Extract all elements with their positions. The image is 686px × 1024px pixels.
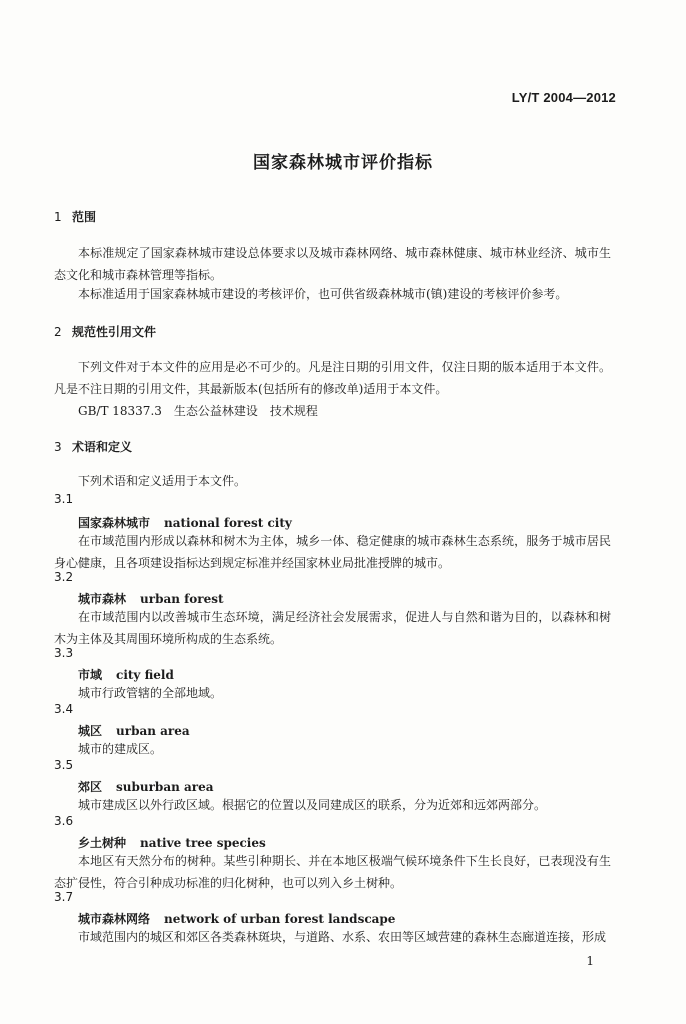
section-number: 2: [54, 325, 62, 339]
term-cn: 乡土树种: [78, 836, 127, 850]
references-paragraph: 下列文件对于本文件的应用是必不可少的。凡是注日期的引用文件，仅注日期的版本适用于本文件。凡是不注日期的引用文件，其最新版本(包括所有的修改单)适用于本文件。: [54, 360, 611, 396]
term-cn: 城市森林: [78, 592, 127, 606]
section-title: 范围: [72, 210, 97, 224]
section-number: 3: [54, 440, 62, 454]
term-number: 3.2: [54, 570, 74, 584]
term-en: urban forest: [140, 592, 224, 606]
page-title: 国家森林城市评价指标: [253, 153, 433, 173]
term-cn: 市域: [78, 668, 103, 682]
standard-code: LY/T 2004—2012: [511, 90, 616, 105]
page-number: 1: [586, 954, 594, 968]
term-number: 3.4: [54, 702, 74, 716]
term-definition: 在市域范围内形成以森林和树木为主体，城乡一体、稳定健康的城市森林生态系统，服务于城市居民身心健康，且各项建设指标达到规定标准并经国家林业局批准授牌的城市。: [54, 534, 611, 570]
term-title: [78, 666, 174, 683]
term-number: 3.1: [54, 492, 74, 506]
term-title: [78, 514, 292, 531]
terms-intro: 下列术语和定义适用于本文件。: [78, 474, 247, 488]
term-cn: 城区: [78, 724, 103, 738]
term-en: native tree species: [140, 836, 266, 850]
term-definition: 在市域范围内以改善城市生态环境，满足经济社会发展需求，促进人与自然和谐为目的，以森林和树木为主体及其周围环境所构成的生态系统。: [54, 610, 611, 646]
section-number: 1: [54, 210, 62, 224]
section-heading-scope: [54, 208, 96, 225]
term-number: 3.6: [54, 814, 74, 828]
term-cn: 城市森林网络: [78, 912, 151, 926]
section-title: 规范性引用文件: [72, 325, 157, 339]
term-number: 3.5: [54, 758, 74, 772]
term-title: [78, 590, 224, 607]
section-heading-terms: [54, 438, 132, 455]
section-title: 术语和定义: [72, 440, 133, 454]
term-title: [78, 834, 266, 851]
scope-paragraph-2: 本标准适用于国家森林城市建设的考核评价，也可供省级森林城市(镇)建设的考核评价参考。: [78, 287, 568, 301]
term-en: city field: [116, 668, 174, 682]
term-number: 3.7: [54, 890, 74, 904]
term-definition: 城市的建成区。: [78, 742, 163, 756]
term-definition: 城市行政管辖的全部地域。: [78, 686, 223, 700]
term-title: [78, 778, 214, 795]
term-en: national forest city: [164, 516, 292, 530]
term-definition: 市域范围内的城区和郊区各类森林斑块，与道路、水系、农田等区域营建的森林生态廊道连接，形成: [78, 930, 607, 944]
term-cn: 郊区: [78, 780, 103, 794]
term-definition: 城市建成区以外行政区域。根据它的位置以及同建成区的联系，分为近郊和远郊两部分。: [78, 798, 547, 812]
term-title: [78, 722, 190, 739]
term-en: network of urban forest landscape: [164, 912, 396, 926]
section-heading-references: [54, 323, 156, 340]
term-en: urban area: [116, 724, 190, 738]
reference-item: GB/T 18337.3 生态公益林建设 技术规程: [78, 404, 318, 418]
term-title: [78, 910, 395, 927]
term-cn: 国家森林城市: [78, 516, 151, 530]
scope-paragraph-1: 本标准规定了国家森林城市建设总体要求以及城市森林网络、城市森林健康、城市林业经济、城市生态文化和城市森林管理等指标。: [54, 246, 611, 282]
term-definition: 本地区有天然分布的树种。某些引种期长、并在本地区极端气候环境条件下生长良好，已表现没有生态扩侵性，符合引种成功标准的归化树种，也可以列入乡土树种。: [54, 854, 611, 890]
term-number: 3.3: [54, 646, 74, 660]
term-en: suburban area: [116, 780, 214, 794]
